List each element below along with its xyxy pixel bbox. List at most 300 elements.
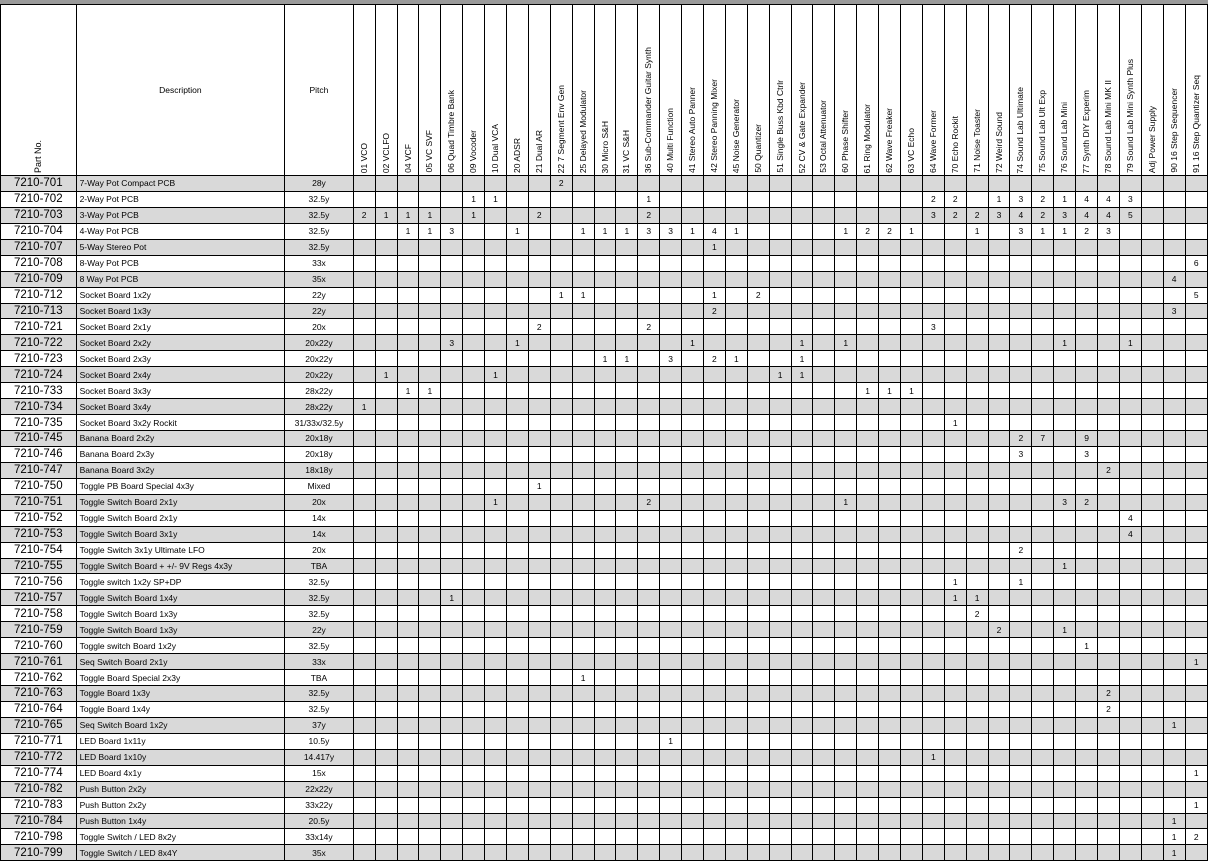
quantity-cell[interactable] bbox=[922, 255, 944, 271]
quantity-cell[interactable] bbox=[441, 176, 463, 192]
quantity-cell[interactable]: 1 bbox=[353, 399, 375, 415]
quantity-cell[interactable] bbox=[769, 335, 791, 351]
quantity-cell[interactable] bbox=[966, 399, 988, 415]
quantity-cell[interactable] bbox=[506, 510, 528, 526]
quantity-cell[interactable]: 1 bbox=[725, 351, 747, 367]
quantity-cell[interactable] bbox=[1054, 765, 1076, 781]
quantity-cell[interactable] bbox=[485, 638, 507, 654]
quantity-cell[interactable] bbox=[594, 335, 616, 351]
quantity-cell[interactable] bbox=[725, 686, 747, 702]
quantity-cell[interactable] bbox=[616, 239, 638, 255]
quantity-cell[interactable]: 2 bbox=[857, 223, 879, 239]
quantity-cell[interactable] bbox=[879, 191, 901, 207]
quantity-cell[interactable] bbox=[769, 303, 791, 319]
quantity-cell[interactable] bbox=[638, 574, 660, 590]
quantity-cell[interactable] bbox=[397, 813, 419, 829]
quantity-cell[interactable]: 3 bbox=[638, 223, 660, 239]
quantity-cell[interactable] bbox=[506, 191, 528, 207]
quantity-cell[interactable] bbox=[1076, 510, 1098, 526]
quantity-cell[interactable] bbox=[506, 176, 528, 192]
part-number-cell[interactable]: 7210-753 bbox=[1, 526, 77, 542]
quantity-cell[interactable] bbox=[1010, 383, 1032, 399]
quantity-cell[interactable] bbox=[682, 574, 704, 590]
quantity-cell[interactable] bbox=[616, 415, 638, 431]
quantity-cell[interactable] bbox=[703, 176, 725, 192]
quantity-cell[interactable] bbox=[572, 239, 594, 255]
quantity-cell[interactable] bbox=[900, 765, 922, 781]
quantity-cell[interactable] bbox=[1141, 638, 1163, 654]
quantity-cell[interactable] bbox=[1185, 303, 1207, 319]
quantity-cell[interactable] bbox=[1119, 287, 1141, 303]
quantity-cell[interactable] bbox=[813, 176, 835, 192]
quantity-cell[interactable] bbox=[616, 462, 638, 478]
quantity-cell[interactable] bbox=[835, 255, 857, 271]
quantity-cell[interactable]: 2 bbox=[944, 191, 966, 207]
quantity-cell[interactable] bbox=[506, 399, 528, 415]
quantity-cell[interactable] bbox=[988, 335, 1010, 351]
quantity-cell[interactable] bbox=[1010, 351, 1032, 367]
quantity-cell[interactable] bbox=[528, 526, 550, 542]
quantity-cell[interactable] bbox=[879, 765, 901, 781]
quantity-cell[interactable] bbox=[988, 176, 1010, 192]
quantity-cell[interactable] bbox=[966, 478, 988, 494]
quantity-cell[interactable] bbox=[616, 335, 638, 351]
quantity-cell[interactable] bbox=[463, 845, 485, 861]
quantity-cell[interactable] bbox=[857, 606, 879, 622]
quantity-cell[interactable] bbox=[944, 494, 966, 510]
description-cell[interactable]: Socket Board 2x1y bbox=[76, 319, 285, 335]
quantity-cell[interactable] bbox=[1076, 255, 1098, 271]
quantity-cell[interactable]: 1 bbox=[769, 367, 791, 383]
quantity-cell[interactable] bbox=[791, 797, 813, 813]
quantity-cell[interactable] bbox=[879, 399, 901, 415]
quantity-cell[interactable]: 1 bbox=[550, 287, 572, 303]
quantity-cell[interactable] bbox=[463, 287, 485, 303]
quantity-cell[interactable] bbox=[616, 717, 638, 733]
quantity-cell[interactable] bbox=[1119, 239, 1141, 255]
quantity-cell[interactable] bbox=[485, 717, 507, 733]
quantity-cell[interactable] bbox=[485, 813, 507, 829]
quantity-cell[interactable] bbox=[419, 510, 441, 526]
part-number-cell[interactable]: 7210-755 bbox=[1, 558, 77, 574]
quantity-cell[interactable] bbox=[1054, 462, 1076, 478]
quantity-cell[interactable] bbox=[1032, 510, 1054, 526]
quantity-cell[interactable] bbox=[660, 367, 682, 383]
quantity-cell[interactable] bbox=[725, 781, 747, 797]
part-number-cell[interactable]: 7210-712 bbox=[1, 287, 77, 303]
quantity-cell[interactable] bbox=[900, 638, 922, 654]
quantity-cell[interactable] bbox=[616, 383, 638, 399]
quantity-cell[interactable]: 2 bbox=[703, 351, 725, 367]
quantity-cell[interactable] bbox=[1119, 765, 1141, 781]
quantity-cell[interactable] bbox=[922, 399, 944, 415]
quantity-cell[interactable] bbox=[419, 558, 441, 574]
quantity-cell[interactable] bbox=[353, 431, 375, 447]
quantity-cell[interactable] bbox=[638, 701, 660, 717]
quantity-cell[interactable] bbox=[419, 367, 441, 383]
quantity-cell[interactable] bbox=[375, 781, 397, 797]
quantity-cell[interactable] bbox=[703, 191, 725, 207]
quantity-cell[interactable] bbox=[879, 494, 901, 510]
quantity-cell[interactable] bbox=[638, 446, 660, 462]
quantity-cell[interactable]: 5 bbox=[1119, 207, 1141, 223]
quantity-cell[interactable] bbox=[616, 399, 638, 415]
quantity-cell[interactable] bbox=[419, 845, 441, 861]
quantity-cell[interactable] bbox=[353, 829, 375, 845]
quantity-cell[interactable] bbox=[900, 399, 922, 415]
quantity-cell[interactable] bbox=[944, 654, 966, 670]
quantity-cell[interactable] bbox=[725, 510, 747, 526]
quantity-cell[interactable] bbox=[660, 845, 682, 861]
quantity-cell[interactable] bbox=[988, 255, 1010, 271]
quantity-cell[interactable] bbox=[813, 462, 835, 478]
quantity-cell[interactable] bbox=[506, 319, 528, 335]
quantity-cell[interactable] bbox=[682, 287, 704, 303]
column-header-module[interactable] bbox=[528, 5, 550, 176]
quantity-cell[interactable] bbox=[1010, 255, 1032, 271]
quantity-cell[interactable] bbox=[944, 701, 966, 717]
quantity-cell[interactable] bbox=[660, 319, 682, 335]
quantity-cell[interactable]: 1 bbox=[594, 223, 616, 239]
quantity-cell[interactable] bbox=[857, 590, 879, 606]
quantity-cell[interactable] bbox=[1163, 542, 1185, 558]
quantity-cell[interactable] bbox=[835, 383, 857, 399]
quantity-cell[interactable] bbox=[397, 478, 419, 494]
quantity-cell[interactable] bbox=[550, 558, 572, 574]
quantity-cell[interactable] bbox=[616, 431, 638, 447]
quantity-cell[interactable] bbox=[485, 797, 507, 813]
quantity-cell[interactable] bbox=[485, 431, 507, 447]
description-cell[interactable]: Socket Board 3x2y Rockit bbox=[76, 415, 285, 431]
quantity-cell[interactable] bbox=[594, 606, 616, 622]
quantity-cell[interactable] bbox=[550, 415, 572, 431]
column-header-module[interactable] bbox=[791, 5, 813, 176]
quantity-cell[interactable] bbox=[1010, 781, 1032, 797]
quantity-cell[interactable] bbox=[397, 622, 419, 638]
quantity-cell[interactable] bbox=[528, 223, 550, 239]
quantity-cell[interactable] bbox=[594, 494, 616, 510]
quantity-cell[interactable] bbox=[1119, 383, 1141, 399]
quantity-cell[interactable] bbox=[1141, 749, 1163, 765]
quantity-cell[interactable] bbox=[1119, 622, 1141, 638]
quantity-cell[interactable] bbox=[703, 510, 725, 526]
quantity-cell[interactable] bbox=[353, 319, 375, 335]
quantity-cell[interactable]: 3 bbox=[922, 207, 944, 223]
quantity-cell[interactable] bbox=[1141, 287, 1163, 303]
quantity-cell[interactable] bbox=[1141, 431, 1163, 447]
quantity-cell[interactable] bbox=[594, 239, 616, 255]
quantity-cell[interactable] bbox=[1185, 606, 1207, 622]
quantity-cell[interactable] bbox=[769, 654, 791, 670]
description-cell[interactable]: Toggle Switch Board + +/- 9V Regs 4x3y bbox=[76, 558, 285, 574]
quantity-cell[interactable] bbox=[1010, 176, 1032, 192]
quantity-cell[interactable] bbox=[463, 494, 485, 510]
quantity-cell[interactable] bbox=[550, 701, 572, 717]
pitch-cell[interactable]: 20x bbox=[285, 494, 354, 510]
quantity-cell[interactable] bbox=[835, 622, 857, 638]
quantity-cell[interactable] bbox=[857, 733, 879, 749]
quantity-cell[interactable] bbox=[1119, 558, 1141, 574]
quantity-cell[interactable] bbox=[463, 765, 485, 781]
quantity-cell[interactable] bbox=[397, 558, 419, 574]
quantity-cell[interactable] bbox=[944, 670, 966, 686]
quantity-cell[interactable] bbox=[835, 765, 857, 781]
quantity-cell[interactable] bbox=[353, 701, 375, 717]
quantity-cell[interactable] bbox=[1185, 367, 1207, 383]
quantity-cell[interactable] bbox=[397, 510, 419, 526]
quantity-cell[interactable] bbox=[1119, 303, 1141, 319]
quantity-cell[interactable] bbox=[375, 239, 397, 255]
quantity-cell[interactable] bbox=[441, 415, 463, 431]
quantity-cell[interactable] bbox=[397, 670, 419, 686]
quantity-cell[interactable] bbox=[1119, 813, 1141, 829]
quantity-cell[interactable] bbox=[550, 654, 572, 670]
quantity-cell[interactable]: 1 bbox=[1185, 797, 1207, 813]
column-header-module[interactable] bbox=[813, 5, 835, 176]
quantity-cell[interactable] bbox=[791, 191, 813, 207]
quantity-cell[interactable] bbox=[944, 717, 966, 733]
quantity-cell[interactable] bbox=[813, 446, 835, 462]
quantity-cell[interactable] bbox=[988, 431, 1010, 447]
quantity-cell[interactable] bbox=[966, 319, 988, 335]
quantity-cell[interactable] bbox=[1119, 367, 1141, 383]
quantity-cell[interactable] bbox=[550, 542, 572, 558]
quantity-cell[interactable] bbox=[572, 191, 594, 207]
column-header-module[interactable] bbox=[1141, 5, 1163, 176]
quantity-cell[interactable] bbox=[725, 383, 747, 399]
quantity-cell[interactable] bbox=[1141, 717, 1163, 733]
quantity-cell[interactable] bbox=[1054, 351, 1076, 367]
quantity-cell[interactable] bbox=[485, 701, 507, 717]
quantity-cell[interactable]: 2 bbox=[1032, 191, 1054, 207]
quantity-cell[interactable] bbox=[1163, 431, 1185, 447]
quantity-cell[interactable] bbox=[1185, 446, 1207, 462]
quantity-cell[interactable] bbox=[835, 686, 857, 702]
quantity-cell[interactable] bbox=[594, 526, 616, 542]
quantity-cell[interactable] bbox=[506, 287, 528, 303]
quantity-cell[interactable] bbox=[682, 510, 704, 526]
description-cell[interactable]: 4-Way Pot PCB bbox=[76, 223, 285, 239]
quantity-cell[interactable] bbox=[703, 781, 725, 797]
quantity-cell[interactable] bbox=[835, 351, 857, 367]
quantity-cell[interactable] bbox=[506, 207, 528, 223]
quantity-cell[interactable] bbox=[638, 239, 660, 255]
quantity-cell[interactable] bbox=[922, 638, 944, 654]
description-cell[interactable]: Socket Board 2x4y bbox=[76, 367, 285, 383]
quantity-cell[interactable] bbox=[857, 287, 879, 303]
quantity-cell[interactable] bbox=[725, 654, 747, 670]
column-header-module[interactable] bbox=[922, 5, 944, 176]
quantity-cell[interactable] bbox=[419, 176, 441, 192]
quantity-cell[interactable] bbox=[353, 351, 375, 367]
description-cell[interactable]: Toggle Switch Board 2x1y bbox=[76, 510, 285, 526]
quantity-cell[interactable] bbox=[485, 271, 507, 287]
quantity-cell[interactable] bbox=[747, 176, 769, 192]
quantity-cell[interactable] bbox=[857, 191, 879, 207]
quantity-cell[interactable] bbox=[1141, 510, 1163, 526]
description-cell[interactable]: Toggle Switch / LED 8x4Y bbox=[76, 845, 285, 861]
quantity-cell[interactable] bbox=[682, 542, 704, 558]
quantity-cell[interactable] bbox=[988, 510, 1010, 526]
quantity-cell[interactable] bbox=[1032, 351, 1054, 367]
quantity-cell[interactable] bbox=[397, 176, 419, 192]
quantity-cell[interactable] bbox=[375, 717, 397, 733]
description-cell[interactable]: Toggle Board 1x3y bbox=[76, 686, 285, 702]
quantity-cell[interactable] bbox=[375, 654, 397, 670]
column-header-module[interactable] bbox=[944, 5, 966, 176]
quantity-cell[interactable]: 1 bbox=[506, 223, 528, 239]
quantity-cell[interactable] bbox=[1054, 606, 1076, 622]
quantity-cell[interactable] bbox=[813, 701, 835, 717]
quantity-cell[interactable]: 1 bbox=[944, 590, 966, 606]
quantity-cell[interactable] bbox=[813, 510, 835, 526]
quantity-cell[interactable] bbox=[747, 781, 769, 797]
quantity-cell[interactable] bbox=[441, 701, 463, 717]
quantity-cell[interactable]: 6 bbox=[1185, 255, 1207, 271]
quantity-cell[interactable] bbox=[660, 526, 682, 542]
quantity-cell[interactable] bbox=[1185, 590, 1207, 606]
quantity-cell[interactable]: 3 bbox=[1010, 223, 1032, 239]
quantity-cell[interactable] bbox=[922, 510, 944, 526]
column-header-module[interactable] bbox=[725, 5, 747, 176]
quantity-cell[interactable] bbox=[769, 558, 791, 574]
quantity-cell[interactable] bbox=[703, 733, 725, 749]
quantity-cell[interactable] bbox=[616, 749, 638, 765]
quantity-cell[interactable] bbox=[594, 733, 616, 749]
quantity-cell[interactable]: 1 bbox=[900, 223, 922, 239]
quantity-cell[interactable] bbox=[1141, 845, 1163, 861]
description-cell[interactable]: Socket Board 3x4y bbox=[76, 399, 285, 415]
quantity-cell[interactable] bbox=[879, 686, 901, 702]
quantity-cell[interactable] bbox=[594, 670, 616, 686]
quantity-cell[interactable] bbox=[1054, 287, 1076, 303]
quantity-cell[interactable] bbox=[703, 319, 725, 335]
quantity-cell[interactable] bbox=[1054, 638, 1076, 654]
description-cell[interactable]: Toggle Switch Board 3x1y bbox=[76, 526, 285, 542]
quantity-cell[interactable] bbox=[594, 415, 616, 431]
quantity-cell[interactable] bbox=[813, 558, 835, 574]
quantity-cell[interactable] bbox=[682, 781, 704, 797]
quantity-cell[interactable] bbox=[353, 462, 375, 478]
quantity-cell[interactable] bbox=[813, 797, 835, 813]
quantity-cell[interactable] bbox=[813, 303, 835, 319]
quantity-cell[interactable] bbox=[1054, 383, 1076, 399]
quantity-cell[interactable] bbox=[506, 701, 528, 717]
quantity-cell[interactable] bbox=[791, 223, 813, 239]
quantity-cell[interactable] bbox=[879, 638, 901, 654]
quantity-cell[interactable] bbox=[944, 510, 966, 526]
quantity-cell[interactable] bbox=[660, 510, 682, 526]
quantity-cell[interactable] bbox=[506, 446, 528, 462]
quantity-cell[interactable]: 1 bbox=[441, 590, 463, 606]
quantity-cell[interactable] bbox=[988, 749, 1010, 765]
quantity-cell[interactable] bbox=[988, 415, 1010, 431]
quantity-cell[interactable]: 2 bbox=[638, 494, 660, 510]
quantity-cell[interactable] bbox=[441, 383, 463, 399]
quantity-cell[interactable] bbox=[660, 558, 682, 574]
quantity-cell[interactable]: 1 bbox=[944, 574, 966, 590]
quantity-cell[interactable] bbox=[528, 431, 550, 447]
quantity-cell[interactable] bbox=[900, 749, 922, 765]
description-cell[interactable]: Push Button 2x2y bbox=[76, 781, 285, 797]
quantity-cell[interactable] bbox=[1098, 749, 1120, 765]
quantity-cell[interactable] bbox=[594, 701, 616, 717]
quantity-cell[interactable] bbox=[660, 701, 682, 717]
quantity-cell[interactable] bbox=[463, 223, 485, 239]
quantity-cell[interactable] bbox=[944, 845, 966, 861]
quantity-cell[interactable] bbox=[747, 686, 769, 702]
pitch-cell[interactable]: 14.417y bbox=[285, 749, 354, 765]
quantity-cell[interactable] bbox=[1185, 207, 1207, 223]
quantity-cell[interactable] bbox=[638, 255, 660, 271]
quantity-cell[interactable] bbox=[966, 176, 988, 192]
quantity-cell[interactable] bbox=[682, 351, 704, 367]
column-header-module[interactable] bbox=[638, 5, 660, 176]
quantity-cell[interactable] bbox=[660, 654, 682, 670]
quantity-cell[interactable] bbox=[572, 701, 594, 717]
quantity-cell[interactable] bbox=[1076, 542, 1098, 558]
quantity-cell[interactable] bbox=[397, 526, 419, 542]
quantity-cell[interactable] bbox=[725, 191, 747, 207]
quantity-cell[interactable] bbox=[966, 765, 988, 781]
quantity-cell[interactable] bbox=[441, 367, 463, 383]
quantity-cell[interactable] bbox=[1076, 526, 1098, 542]
quantity-cell[interactable] bbox=[944, 686, 966, 702]
quantity-cell[interactable] bbox=[419, 446, 441, 462]
column-header-module[interactable] bbox=[616, 5, 638, 176]
quantity-cell[interactable] bbox=[419, 462, 441, 478]
quantity-cell[interactable] bbox=[594, 781, 616, 797]
quantity-cell[interactable] bbox=[966, 813, 988, 829]
quantity-cell[interactable] bbox=[375, 478, 397, 494]
quantity-cell[interactable] bbox=[944, 287, 966, 303]
quantity-cell[interactable] bbox=[1185, 431, 1207, 447]
column-header-module[interactable] bbox=[572, 5, 594, 176]
quantity-cell[interactable] bbox=[835, 462, 857, 478]
quantity-cell[interactable] bbox=[835, 207, 857, 223]
quantity-cell[interactable] bbox=[857, 510, 879, 526]
quantity-cell[interactable] bbox=[397, 781, 419, 797]
quantity-cell[interactable] bbox=[1185, 462, 1207, 478]
quantity-cell[interactable] bbox=[550, 399, 572, 415]
quantity-cell[interactable] bbox=[879, 431, 901, 447]
quantity-cell[interactable] bbox=[944, 431, 966, 447]
quantity-cell[interactable] bbox=[1076, 383, 1098, 399]
quantity-cell[interactable] bbox=[506, 606, 528, 622]
description-cell[interactable]: Toggle switch Board 1x2y bbox=[76, 638, 285, 654]
quantity-cell[interactable] bbox=[1054, 797, 1076, 813]
quantity-cell[interactable] bbox=[616, 781, 638, 797]
quantity-cell[interactable] bbox=[966, 191, 988, 207]
quantity-cell[interactable] bbox=[1032, 383, 1054, 399]
quantity-cell[interactable] bbox=[660, 590, 682, 606]
quantity-cell[interactable] bbox=[944, 223, 966, 239]
quantity-cell[interactable] bbox=[1185, 223, 1207, 239]
quantity-cell[interactable] bbox=[485, 686, 507, 702]
quantity-cell[interactable] bbox=[988, 351, 1010, 367]
quantity-cell[interactable] bbox=[375, 494, 397, 510]
quantity-cell[interactable] bbox=[441, 686, 463, 702]
quantity-cell[interactable] bbox=[922, 383, 944, 399]
quantity-cell[interactable] bbox=[638, 335, 660, 351]
quantity-cell[interactable] bbox=[397, 399, 419, 415]
quantity-cell[interactable] bbox=[660, 686, 682, 702]
quantity-cell[interactable] bbox=[638, 176, 660, 192]
quantity-cell[interactable] bbox=[550, 303, 572, 319]
quantity-cell[interactable] bbox=[769, 494, 791, 510]
quantity-cell[interactable] bbox=[572, 526, 594, 542]
quantity-cell[interactable]: 1 bbox=[791, 367, 813, 383]
